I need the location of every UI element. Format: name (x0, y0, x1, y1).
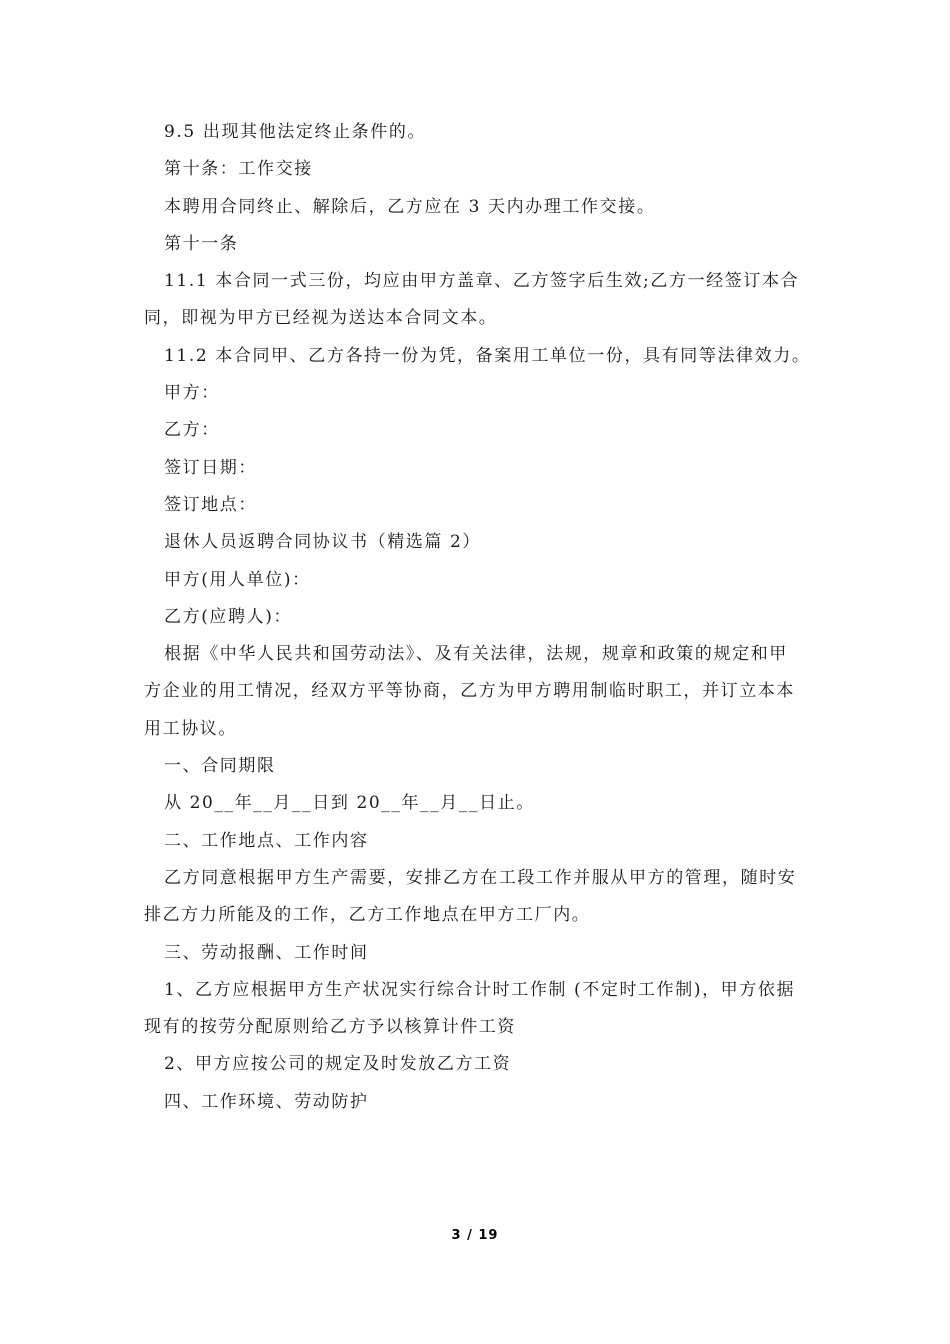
clause-11-1-line-1: 11.1 本合同一式三份，均应由甲方盖章、乙方签字后生效;乙方一经签订本合 (164, 271, 800, 292)
document-body (144, 114, 811, 1121)
clause-11-2: 11.2 本合同甲、乙方各持一份为凭，备案用工单位一份，具有同等法律效力。 (164, 345, 811, 366)
party-b-signature-label: 乙方： (164, 420, 220, 441)
heading-remuneration: 三、劳动报酬、工作时间 (164, 942, 369, 963)
work-location-line-1: 乙方同意根据甲方生产需要，安排乙方在工段工作并服从甲方的管理，随时安 (164, 867, 797, 888)
remuneration-item-2: 2、甲方应按公司的规定及时发放乙方工资 (164, 1054, 512, 1075)
signing-place-label: 签订地点： (164, 494, 257, 515)
party-b-applicant-label: 乙方(应聘人)： (164, 606, 293, 627)
remuneration-item-1-line-2: 现有的按劳分配原则给乙方予以核算计件工资 (144, 1017, 516, 1038)
article-11-heading: 第十一条 (164, 233, 239, 254)
party-a-signature-label: 甲方： (164, 383, 220, 404)
preamble-line-2: 方企业的用工情况，经双方平等协商，乙方为甲方聘用制临时职工，并订立本本 (144, 681, 795, 702)
page-number: 3 / 19 (451, 1228, 499, 1243)
contract-term-text: 从 20__年__月__日到 20__年__月__日止。 (164, 793, 535, 814)
signing-date-label: 签订日期： (164, 457, 257, 478)
party-a-employer-label: 甲方(用人单位)： (164, 569, 311, 590)
work-location-line-2: 排乙方力所能及的工作，乙方工作地点在甲方工厂内。 (144, 905, 591, 926)
preamble-line-1: 根据《中华人民共和国劳动法》、及有关法律，法规，规章和政策的规定和甲 (164, 644, 788, 665)
article-10-text: 本聘用合同终止、解除后，乙方应在 3 天内办理工作交接。 (164, 196, 656, 217)
heading-work-location: 二、工作地点、工作内容 (164, 830, 369, 851)
preamble-line-3: 用工协议。 (144, 718, 237, 739)
clause-9-5: 9.5 出现其他法定终止条件的。 (164, 122, 427, 142)
clause-11-1-line-2: 同，即视为甲方已经视为送达本合同文本。 (144, 308, 498, 329)
remuneration-item-1-line-1: 1、乙方应根据甲方生产状况实行综合计时工作制 (不定时工作制)，甲方依据 (164, 979, 796, 1000)
heading-contract-term: 一、合同期限 (164, 756, 276, 777)
section-title: 退休人员返聘合同协议书（精选篇 2） (164, 532, 482, 553)
article-10-heading: 第十条：工作交接 (164, 159, 313, 180)
heading-work-environment: 四、工作环境、劳动防护 (164, 1091, 369, 1112)
